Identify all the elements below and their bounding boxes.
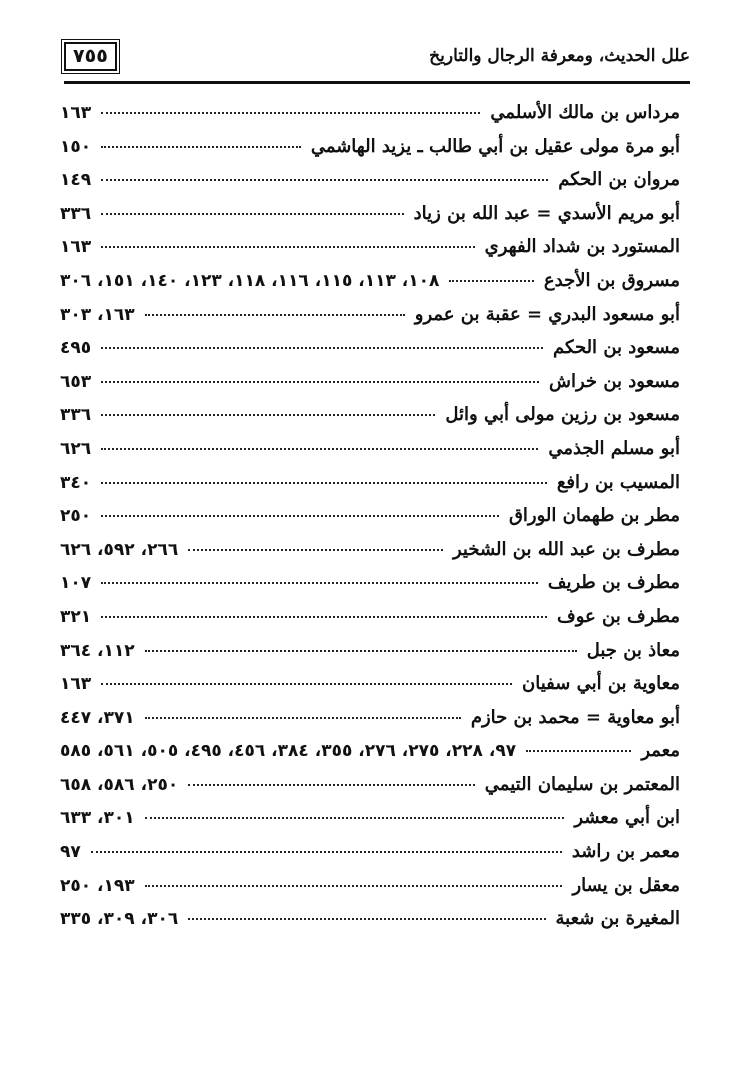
entry-name: المعتمر بن سليمان التيمي [484, 773, 680, 795]
dot-leader [526, 750, 631, 752]
dot-leader [145, 817, 565, 819]
entry-name: مسعود بن الحكم [553, 337, 680, 359]
entry-pages: ١٦٣، ٣٠٣ [60, 304, 135, 325]
dot-leader [188, 549, 443, 551]
page-number: ٧٥٥ [64, 42, 117, 71]
index-entry [60, 438, 680, 472]
entry-name: مطرف بن عوف [557, 605, 680, 627]
entry-pages: ٢٦٦، ٥٩٢، ٦٢٦ [60, 539, 179, 560]
index-entry [60, 572, 680, 606]
entry-name: المغيرة بن شعبة [555, 908, 680, 930]
entry-pages: ٢٥٠ [60, 506, 92, 527]
entry-name: أبو معاوية = محمد بن حازم [470, 706, 680, 728]
index-entry [60, 539, 680, 573]
entry-pages: ١٠٨، ١١٣، ١١٥، ١١٦، ١١٨، ١٢٣، ١٤٠، ١٥١، ٣٠٦ [60, 270, 440, 291]
entry-name: مسروق بن الأجدع [543, 269, 680, 291]
dot-leader [145, 650, 577, 652]
dot-leader [101, 683, 512, 685]
index-entry [60, 673, 680, 707]
dot-leader [101, 112, 480, 114]
index-entry [60, 472, 680, 506]
index-entry [60, 606, 680, 640]
index-entry [60, 136, 680, 170]
index-entry [60, 841, 680, 875]
dot-leader [188, 784, 475, 786]
index-entry [60, 807, 680, 841]
dot-leader [101, 515, 499, 517]
dot-leader [101, 381, 539, 383]
dot-leader [101, 482, 547, 484]
entry-name: مطر بن طهمان الوراق [508, 505, 680, 527]
dot-leader [101, 246, 475, 248]
index-entry [60, 102, 680, 136]
entry-name: معمر بن راشد [571, 841, 680, 863]
entry-name: أبو مريم الأسدي = عبد الله بن زياد [413, 202, 680, 224]
entry-pages: ٣٠١، ٦٣٣ [60, 808, 135, 829]
entry-pages: ٣٧١، ٤٤٧ [60, 707, 135, 728]
entry-pages: ١٦٣ [60, 674, 92, 695]
index-entry [60, 774, 680, 808]
entry-name: أبو مسعود البدري = عقبة بن عمرو [414, 303, 680, 325]
entry-name: مطرف بن عبد الله بن الشخير [453, 538, 680, 560]
index-entry [60, 337, 680, 371]
entry-pages: ٢٥٠، ٥٨٦، ٦٥٨ [60, 774, 179, 795]
entry-pages: ٣٣٦ [60, 203, 92, 224]
index-entry [60, 404, 680, 438]
entry-name: ابن أبي معشر [574, 807, 680, 829]
dot-leader [101, 146, 301, 148]
dot-leader [101, 213, 404, 215]
dot-leader [449, 280, 533, 282]
dot-leader [101, 347, 543, 349]
entry-name: المستورد بن شداد الفهري [484, 236, 680, 258]
entry-pages: ٣٣٦ [60, 405, 92, 426]
entry-pages: ١١٢، ٣٦٤ [60, 640, 135, 661]
entry-pages: ١٦٣ [60, 103, 92, 123]
dot-leader [101, 616, 547, 618]
entry-name: معاذ بن جبل [586, 639, 680, 661]
entry-pages: ٦٥٣ [60, 371, 92, 392]
entry-pages: ١٦٣ [60, 237, 92, 258]
dot-leader [101, 179, 548, 181]
index-entry [60, 203, 680, 237]
index-entry [60, 875, 680, 909]
dot-leader [188, 918, 545, 920]
entry-pages: ١٩٣، ٢٥٠ [60, 875, 135, 896]
index-entry [60, 371, 680, 405]
index-entry [60, 908, 680, 942]
entry-name: مسعود بن رزين مولى أبي وائل [445, 404, 680, 426]
index-entry [60, 270, 680, 304]
dot-leader [145, 885, 563, 887]
entry-name: معمر [641, 740, 680, 762]
dot-leader [101, 448, 538, 450]
page-header [64, 38, 690, 78]
entry-name: مسعود بن خراش [549, 370, 680, 392]
dot-leader [101, 582, 538, 584]
index-entry [60, 707, 680, 741]
entry-name: أبو مسلم الجذمي [548, 437, 680, 459]
entry-pages: ١٠٧ [60, 573, 92, 594]
entry-pages: ٩٧، ٢٢٨، ٢٧٥، ٢٧٦، ٣٥٥، ٣٨٤، ٤٥٦، ٤٩٥، ٥٠٥، ٥٦١، ٥٨٥ [60, 741, 517, 762]
entry-pages: ٣٠٦، ٣٠٩، ٣٣٥ [60, 909, 179, 930]
entry-pages: ٩٧ [60, 842, 81, 863]
entry-pages: ١٥٠ [60, 136, 92, 157]
entry-name: مرداس بن مالك الأسلمي [490, 102, 680, 123]
entry-pages: ١٤٩ [60, 170, 92, 191]
entry-name: مطرف بن طريف [547, 572, 680, 594]
entry-pages: ٤٩٥ [60, 338, 92, 359]
index-entry [60, 740, 680, 774]
running-title: علل الحديث، ومعرفة الرجال والتاريخ [429, 46, 690, 66]
header-rule [64, 81, 690, 84]
entry-name: معاوية بن أبي سفيان [521, 673, 680, 695]
entry-pages: ٦٢٦ [60, 438, 92, 459]
dot-leader [145, 314, 405, 316]
index-entry [60, 304, 680, 338]
entry-name: معقل بن يسار [572, 874, 680, 896]
dot-leader [101, 414, 435, 416]
index-entry [60, 640, 680, 674]
entry-name: المسيب بن رافع [556, 471, 680, 493]
index-entry [60, 169, 680, 203]
index-entry [60, 505, 680, 539]
entry-pages: ٣٤٠ [60, 472, 92, 493]
entry-name: أبو مرة مولى عقيل بن أبي طالب ـ يزيد الهاشمي [310, 135, 680, 157]
dot-leader [145, 717, 461, 719]
index-list [60, 102, 680, 942]
entry-pages: ٣٢١ [60, 606, 92, 627]
entry-name: مروان بن الحكم [558, 169, 680, 191]
index-entry [60, 236, 680, 270]
dot-leader [91, 851, 562, 853]
